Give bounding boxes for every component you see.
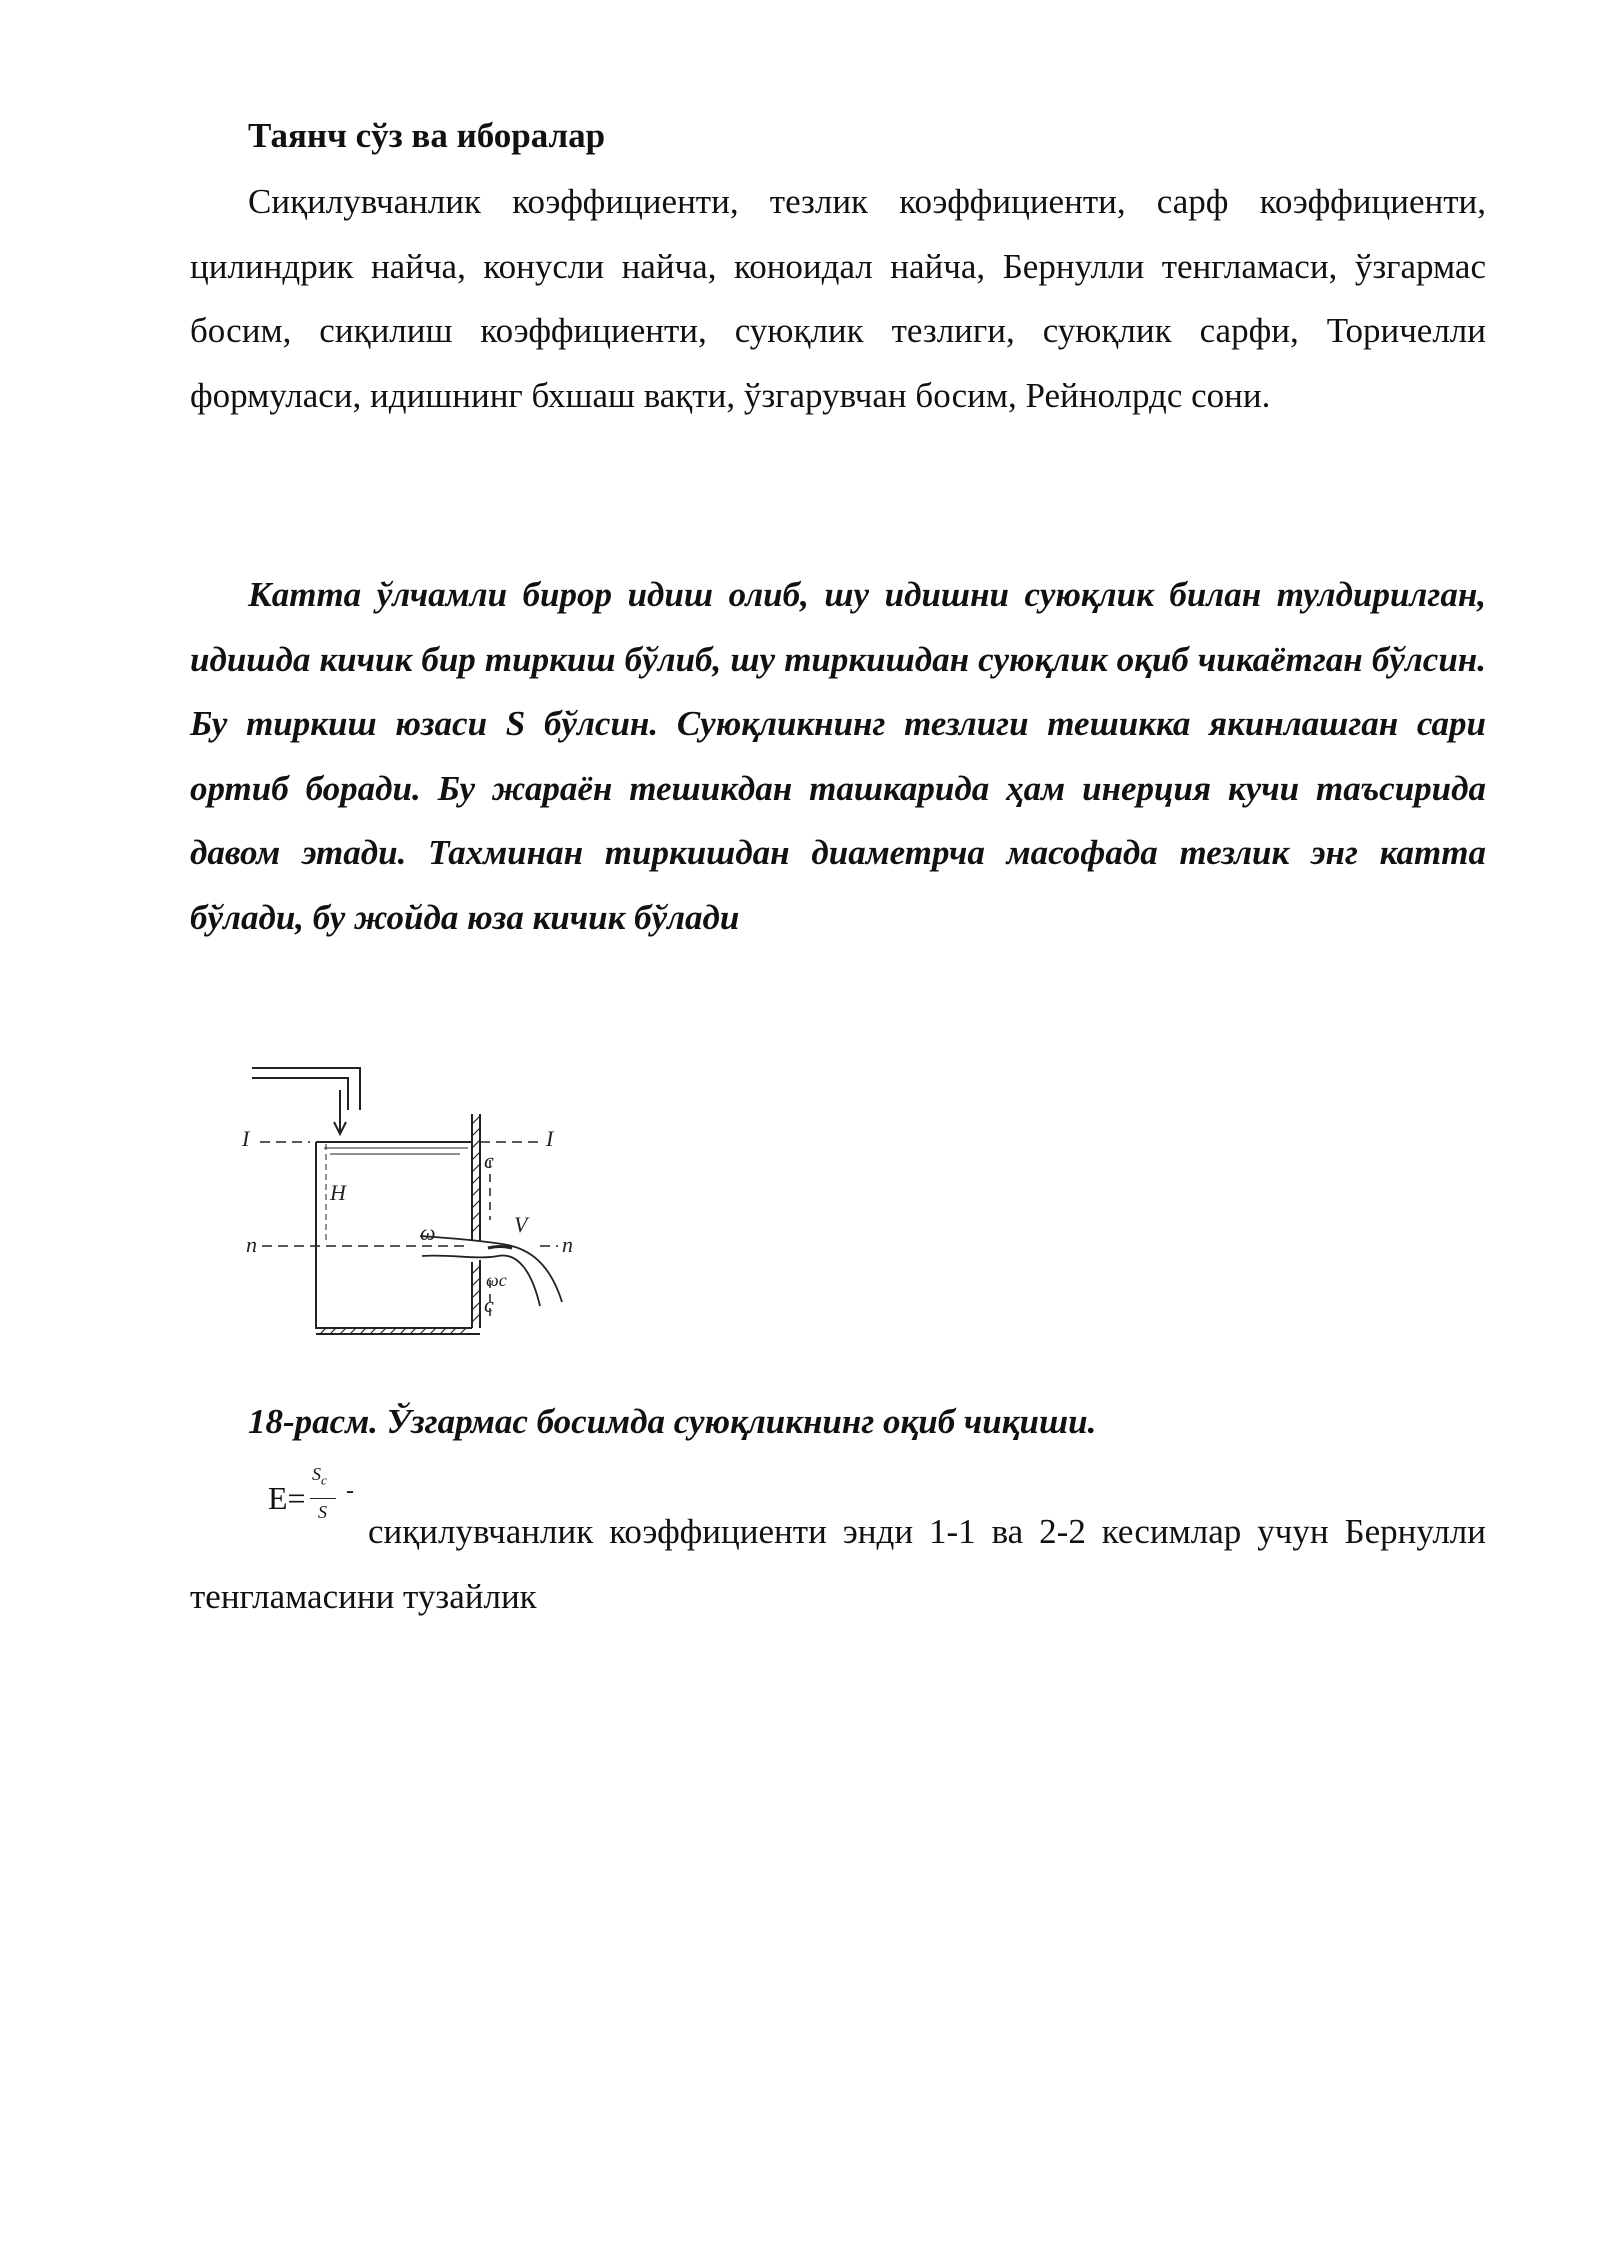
- label-level-right: I: [546, 1126, 554, 1151]
- tank-wall-left: [316, 1142, 472, 1328]
- label-axis-left: n: [246, 1232, 257, 1257]
- orifice-outflow-diagram: [240, 1050, 590, 1340]
- keywords-paragraph: Сиқилувчанлик коэффициенти, тезлик коэффициенти, сарф коэффициенти, цилиндрик найча, конусли найча, коноидал найча, Бернулли тенгламаси, ўзгармас босим, сиқилиш коэффициенти, суюқлик тезлиги, суюқлик сарфи, Торичелли формуласи, идишнинг бхшаш вақти, ўзгарувчан босим, Рейнолрдс сони.: [190, 182, 1486, 415]
- formula-numerator: $S_c$: [312, 1464, 327, 1488]
- intro-paragraph: Катта ўлчамли бирор идиш олиб, шу идишни суюқлик билан тулдирилган, идишда кичик бир тиркиш бўлиб, шу тиркишдан суюқлик оқиб чикаётган бўлсин. Бу тиркиш юзаси S бўлсин. Суюқликнинг тезлиги тешикка якинлашган сари ортиб боради. Бу жараён тешикдан ташкарида ҳам инерция кучи таъсирида давом этади. Тахминан тиркишдан диаметрча масофада тезлик энг катта бўлади, бу жойда юза кичик бўлади: [190, 575, 1486, 937]
- formula-dash: -: [346, 1478, 354, 1504]
- label-head: H: [330, 1180, 346, 1205]
- supply-pipe: [252, 1068, 360, 1110]
- label-section-top: c: [484, 1148, 494, 1173]
- formula-denominator: S: [318, 1502, 327, 1522]
- label-velocity: V: [514, 1212, 528, 1237]
- label-section-bottom: c: [484, 1292, 494, 1317]
- figure-caption: 18-расм. Ўзгармас босимда суюқликнинг оқиб чиқиши.: [248, 1402, 1097, 1441]
- label-axis-right: n: [562, 1232, 573, 1257]
- formula-lhs: E=: [268, 1480, 306, 1516]
- label-omega-c: ωc: [486, 1270, 507, 1290]
- after-formula-paragraph: сиқилувчанлик коэффициенти энди 1-1 ва 2-2 кесимлар учун Бернулли тенгламасини тузайлик: [190, 1512, 1486, 1616]
- fraction-bar: [310, 1498, 336, 1499]
- label-level-left: I: [242, 1126, 250, 1151]
- label-omega: ω: [420, 1220, 436, 1245]
- keywords-heading: Таянч сўз ва иборалар: [248, 116, 606, 155]
